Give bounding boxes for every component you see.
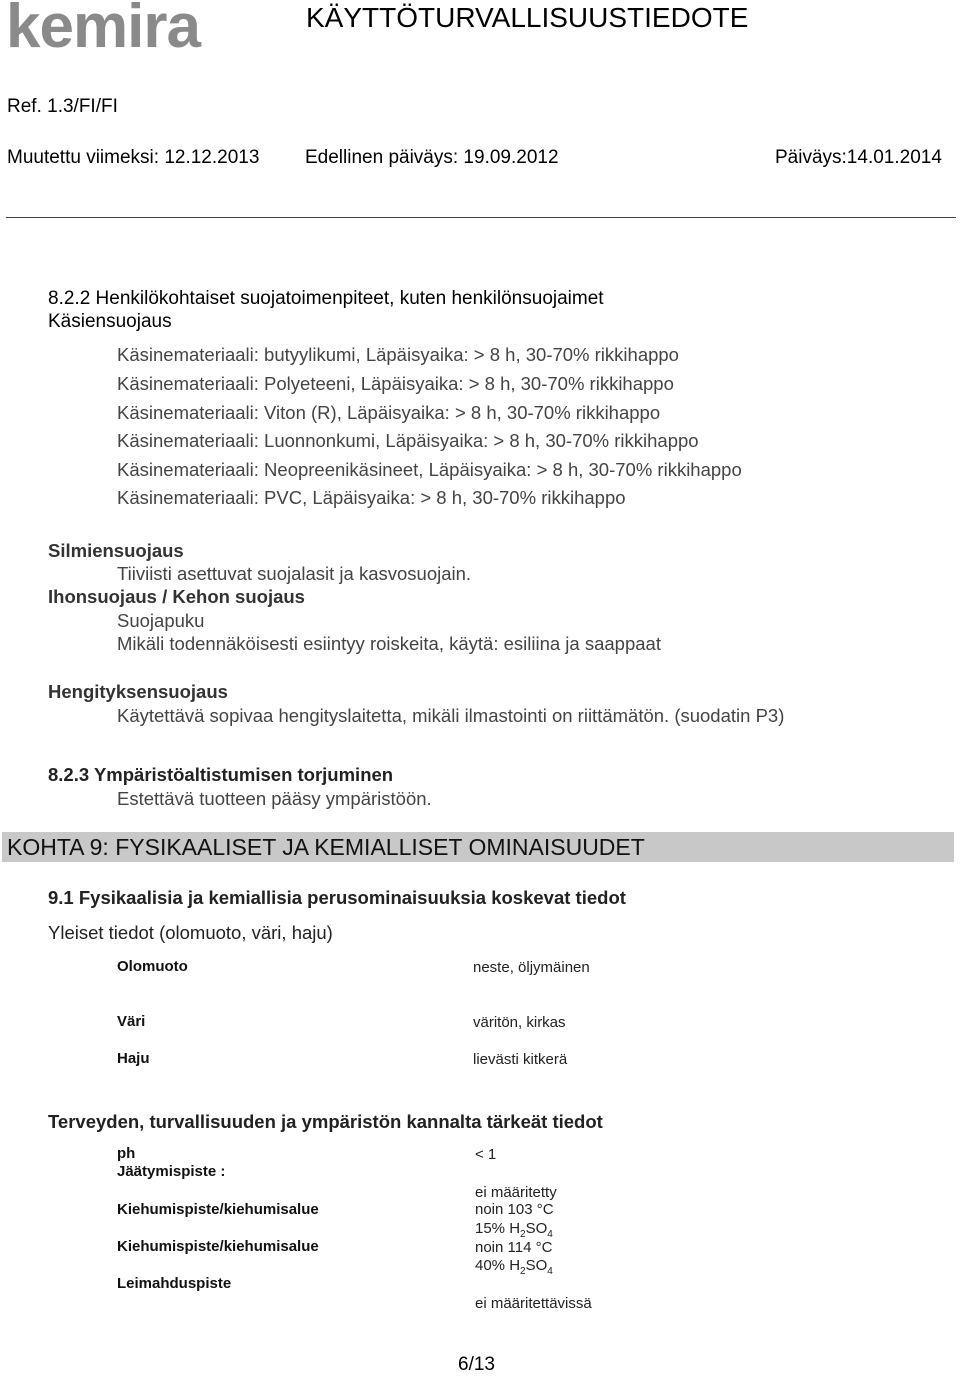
- eye-protection-title: Silmiensuojaus: [48, 540, 184, 561]
- previous-date: Edellinen päiväys: 19.09.2012: [305, 147, 559, 168]
- property-value: lievästi kitkerä: [473, 1051, 568, 1068]
- property-value: ei määritettävissä: [475, 1295, 592, 1312]
- document-title: KÄYTTÖTURVALLISUUSTIEDOTE: [306, 2, 749, 33]
- section-822-title: 8.2.2 Henkilökohtaiset suojatoimenpiteet, kuten henkilönsuojaimet: [48, 288, 604, 309]
- skin-protection-text: Suojapuku: [117, 610, 205, 631]
- property-label: Jäätymispiste :: [117, 1163, 226, 1180]
- modified-date: Muutettu viimeksi: 12.12.2013: [7, 147, 260, 168]
- property-value: < 1: [475, 1146, 497, 1163]
- glove-material-item: Käsinemateriaali: butyylikumi, Läpäisyaika: > 8 h, 30-70% rikkihappo: [117, 344, 679, 365]
- page-number: 6/13: [458, 1354, 495, 1375]
- section-91-title: 9.1 Fysikaalisia ja kemiallisia perusominaisuuksia koskevat tiedot: [48, 887, 626, 908]
- header-divider: [6, 217, 956, 218]
- glove-material-item: Käsinemateriaali: Polyeteeni, Läpäisyaika: > 8 h, 30-70% rikkihappo: [117, 373, 674, 394]
- property-value: noin 114 °C: [475, 1239, 553, 1256]
- respiratory-protection-title: Hengityksensuojaus: [48, 681, 228, 702]
- property-value: ei määritetty: [475, 1184, 557, 1201]
- property-value-concentration: 40% $H_2SO_4$: [475, 1257, 553, 1277]
- section-823-title: 8.2.3 Ympäristöaltistumisen torjuminen: [48, 764, 394, 785]
- hand-protection-title: Käsiensuojaus: [48, 311, 172, 332]
- glove-material-item: Käsinemateriaali: Luonnonkumi, Läpäisyaika: > 8 h, 30-70% rikkihappo: [117, 430, 699, 451]
- glove-material-item: Käsinemateriaali: PVC, Läpäisyaika: > 8 h, 30-70% rikkihappo: [117, 487, 626, 508]
- property-value: väritön, kirkas: [473, 1014, 566, 1031]
- section-823-text: Estettävä tuotteen pääsy ympäristöön.: [117, 788, 432, 809]
- general-info-title: Yleiset tiedot (olomuoto, väri, haju): [48, 922, 333, 943]
- respiratory-protection-text: Käytettävä sopivaa hengityslaitetta, mikäli ilmastointi on riittämätön. (suodatin P3): [117, 705, 785, 726]
- safety-info-title: Terveyden, turvallisuuden ja ympäristön kannalta tärkeät tiedot: [48, 1111, 603, 1132]
- property-value: neste, öljymäinen: [473, 959, 590, 976]
- skin-protection-title: Ihonsuojaus / Kehon suojaus: [48, 586, 305, 607]
- property-label: Olomuoto: [117, 958, 188, 975]
- property-label: Kiehumispiste/kiehumisalue: [117, 1238, 319, 1255]
- kemira-logo: kemira: [6, 0, 200, 61]
- property-value-concentration: 15% $H_2SO_4$: [475, 1220, 553, 1240]
- property-value: noin 103 °C: [475, 1201, 554, 1218]
- glove-material-item: Käsinemateriaali: Neopreenikäsineet, Läpäisyaika: > 8 h, 30-70% rikkihappo: [117, 459, 742, 480]
- glove-material-item: Käsinemateriaali: Viton (R), Läpäisyaika: > 8 h, 30-70% rikkihappo: [117, 402, 661, 423]
- property-label: Kiehumispiste/kiehumisalue: [117, 1201, 319, 1218]
- property-label: Väri: [117, 1013, 146, 1030]
- reference-number: Ref. 1.3/FI/FI: [7, 96, 118, 117]
- property-label: Leimahduspiste: [117, 1275, 232, 1292]
- eye-protection-text: Tiiviisti asettuvat suojalasit ja kasvosuojain.: [117, 563, 472, 584]
- property-label: Haju: [117, 1050, 150, 1067]
- property-label: ph: [117, 1145, 136, 1162]
- skin-protection-text: Mikäli todennäköisesti esiintyy roiskeita, käytä: esiliina ja saappaat: [117, 633, 661, 654]
- issue-date: Päiväys:14.01.2014: [775, 147, 942, 168]
- section-9-heading: KOHTA 9: FYSIKAALISET JA KEMIALLISET OMINAISUUDET: [7, 834, 645, 860]
